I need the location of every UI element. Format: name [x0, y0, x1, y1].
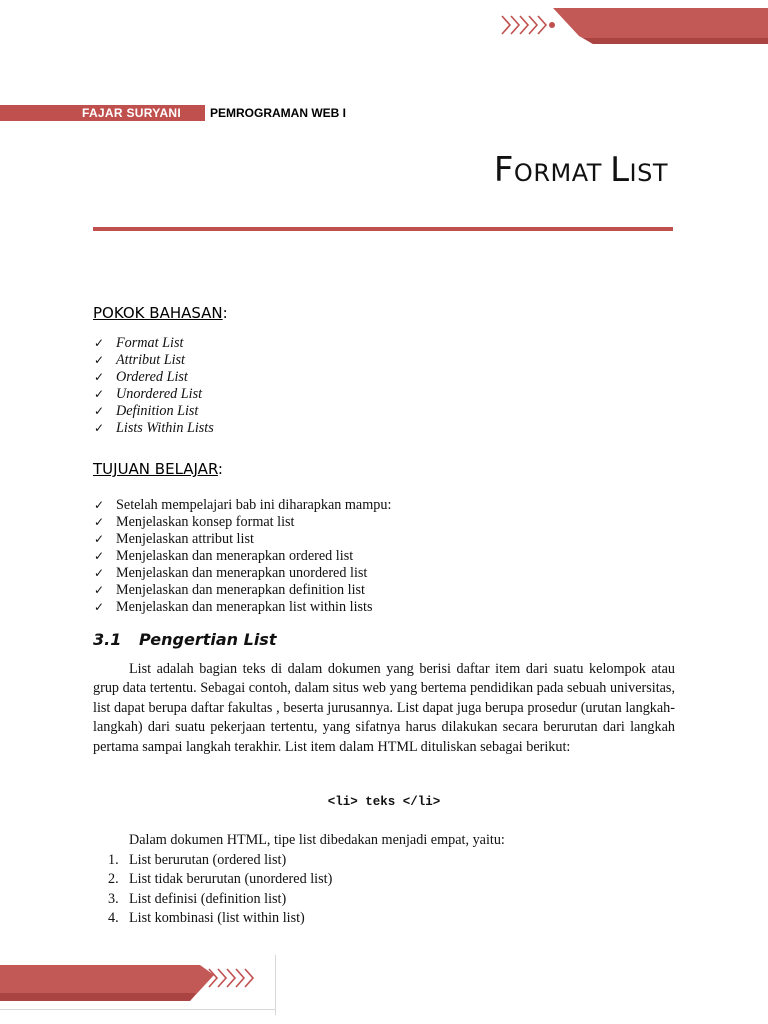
check-icon: ✓: [94, 532, 105, 546]
check-icon: ✓: [94, 549, 105, 563]
title-initial-2: L: [610, 150, 630, 190]
list-item: ✓ Menjelaskan dan menerapkan ordered list: [94, 548, 354, 564]
check-icon: ✓: [94, 600, 105, 614]
list-item: 4. List kombinasi (list within list): [108, 910, 305, 927]
author-name: FAJAR SURYANI: [82, 106, 182, 120]
section-title: Pengertian List: [139, 630, 277, 649]
title-rest-2: IST: [629, 159, 668, 187]
list-item: 1. List berurutan (ordered list): [108, 852, 287, 868]
check-icon: ✓: [94, 421, 105, 435]
chevron-arrows-icon: [205, 965, 265, 991]
list-item: ✓ Menjelaskan dan menerapkan list within lists: [94, 599, 373, 615]
header-strip: [0, 105, 768, 121]
check-icon: ✓: [94, 583, 105, 597]
footer-divider-vertical: [275, 955, 276, 1015]
list-item: ✓ Attribut List: [94, 352, 185, 368]
list-item: ✓ Ordered List: [94, 369, 188, 385]
tujuan-heading-colon: :: [217, 460, 223, 478]
title-rest-1: ORMAT: [513, 159, 602, 187]
section-heading: [93, 630, 276, 649]
bottom-decorative-band: [0, 965, 230, 1001]
list-item: 2. List tidak berurutan (unordered list): [108, 871, 333, 888]
page-title: [494, 150, 668, 190]
pokok-bahasan-list: [93, 335, 214, 437]
list-item: ✓ Format List: [94, 335, 184, 351]
check-icon: ✓: [94, 353, 105, 367]
list-types-intro: Dalam dokumen HTML, tipe list dibedakan menjadi empat, yaitu:: [129, 832, 505, 848]
title-divider: [93, 227, 673, 231]
list-item: ✓ Lists Within Lists: [94, 420, 214, 436]
top-decorative-band: [553, 8, 768, 44]
footer-divider-horizontal: [0, 1009, 276, 1010]
check-icon: ✓: [94, 566, 105, 580]
list-types: [108, 851, 332, 929]
chevron-arrows-icon: [498, 12, 558, 38]
list-item: ✓ Menjelaskan dan menerapkan definition list: [94, 582, 365, 598]
list-item: ✓ Unordered List: [94, 386, 203, 402]
course-name: PEMROGRAMAN WEB I: [210, 106, 346, 120]
list-item: ✓ Definition List: [94, 403, 199, 419]
pokok-bahasan-heading: [93, 304, 228, 322]
check-icon: ✓: [94, 370, 105, 384]
tujuan-heading-text: TUJUAN BELAJAR: [93, 460, 218, 478]
tujuan-belajar-heading: [93, 460, 223, 478]
tujuan-belajar-list: [93, 497, 391, 616]
body-paragraph: List adalah bagian teks di dalam dokumen yang berisi daftar item dari suatu kelompok atau grup data tertentu. Sebagai contoh, dalam situs web yang bertema pendidikan pada sebuah universitas, list dapat berupa daftar fakultas , beserta jurusannya. List dapat juga berupa prosedur (urutan langkah-langkah) dari suatu pekerjaan tertentu, yang sifatnya harus dilakukan secara berurutan dari langkah pertama sampai langkah terakhir. List item dalam HTML dituliskan sebagai berikut:: [93, 661, 675, 755]
code-example: <li> teks </li>: [327, 795, 441, 809]
pokok-heading-colon: :: [222, 304, 228, 322]
list-item: ✓ Menjelaskan konsep format list: [94, 514, 295, 530]
check-icon: ✓: [94, 498, 105, 512]
check-icon: ✓: [94, 515, 105, 529]
section-number: 3.1: [93, 630, 122, 649]
list-item: ✓ Menjelaskan attribut list: [94, 531, 254, 547]
check-icon: ✓: [94, 336, 105, 350]
list-item: 3. List definisi (definition list): [108, 890, 287, 907]
list-item: ✓ Setelah mempelajari bab ini diharapkan mampu:: [94, 497, 392, 513]
check-icon: ✓: [94, 387, 105, 401]
check-icon: ✓: [94, 404, 105, 418]
list-item: ✓ Menjelaskan dan menerapkan unordered list: [94, 565, 368, 581]
pokok-heading-text: POKOK BAHASAN: [93, 304, 223, 322]
title-initial-1: F: [493, 150, 514, 190]
